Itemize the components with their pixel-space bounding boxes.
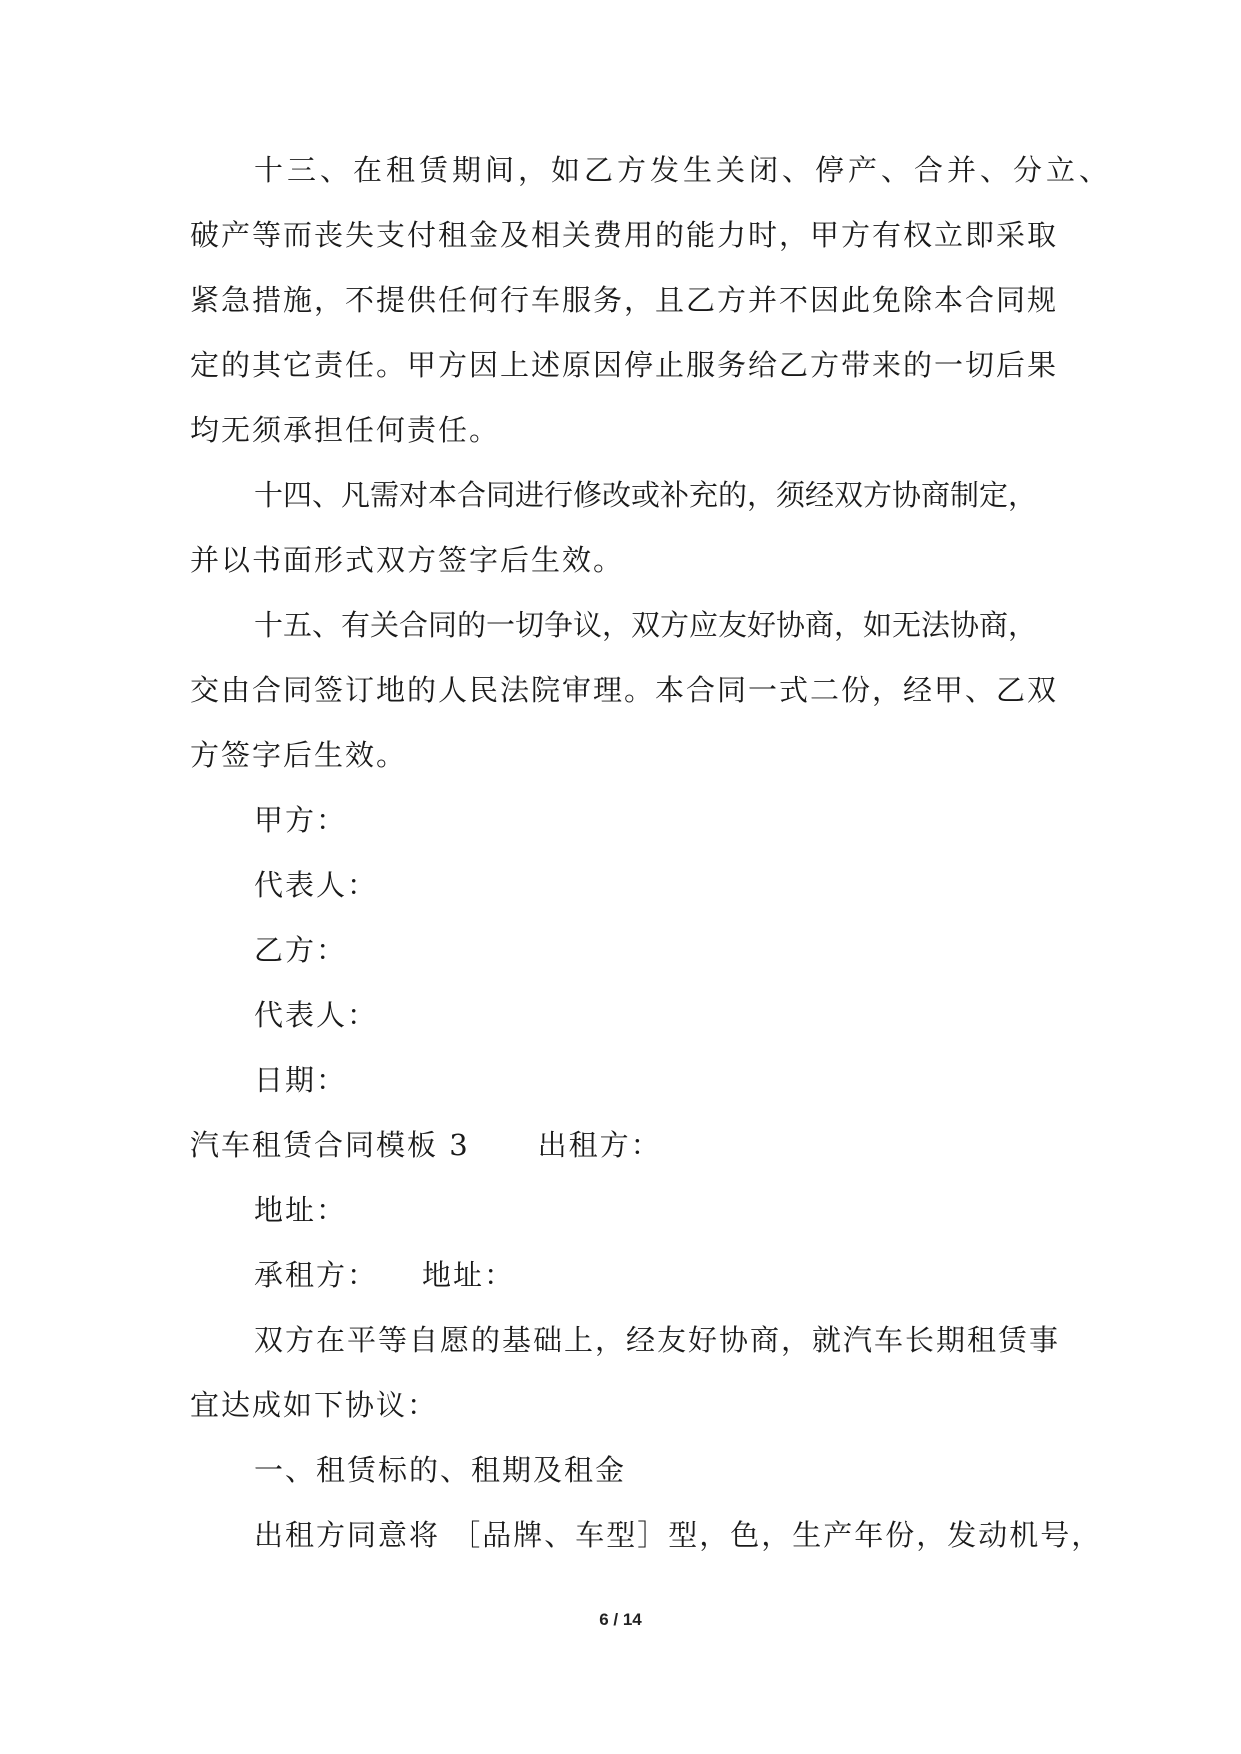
date-label: 日期：	[254, 1063, 348, 1097]
lessor-address-label: 地址：	[254, 1193, 348, 1227]
section-1-line-1: 出租方同意将 ［品牌、车型］型，色，生产年份，发动机号，	[254, 1518, 1103, 1552]
clause-15-line-3: 方签字后生效。	[190, 738, 408, 772]
clause-13-line-5: 均无须承担任何责任。	[190, 413, 501, 447]
party-a-representative-label: 代表人：	[254, 868, 379, 902]
lessee-row	[254, 1255, 515, 1295]
lessor-label: 出租方：	[537, 1128, 662, 1162]
clause-13-line-3: 紧急措施，不提供任何行车服务，且乙方并不因此免除本合同规	[190, 283, 1059, 317]
clause-13-line-2: 破产等而丧失支付租金及相关费用的能力时，甲方有权立即采取	[190, 218, 1059, 252]
clause-13-line-4: 定的其它责任。甲方因上述原因停止服务给乙方带来的一切后果	[190, 348, 1059, 382]
clause-14-line-2: 并以书面形式双方签字后生效。	[190, 543, 625, 577]
clause-15-line-2: 交由合同签订地的人民法院审理。本合同一式二份，经甲、乙双	[190, 673, 1059, 707]
lessee-label: 承租方：	[254, 1258, 379, 1292]
lessee-address-label: 地址：	[422, 1258, 516, 1292]
clause-14-line-1: 十四、凡需对本合同进行修改或补充的，须经双方协商制定，	[254, 478, 1038, 512]
party-a-label: 甲方：	[254, 803, 348, 837]
section-1-heading: 一、租赁标的、租期及租金	[254, 1453, 627, 1487]
clause-15-line-1: 十五、有关合同的一切争议，双方应友好协商，如无法协商，	[254, 608, 1038, 642]
agreement-intro-line-1: 双方在平等自愿的基础上，经友好协商，就汽车长期租赁事	[254, 1323, 1061, 1357]
party-b-representative-label: 代表人：	[254, 998, 379, 1032]
template-title: 汽车租赁合同模板 3	[190, 1128, 470, 1162]
page-number: 6 / 14	[599, 1610, 642, 1629]
clause-13-line-1: 十三、在租赁期间，如乙方发生关闭、停产、合并、分立、	[254, 153, 1113, 187]
agreement-intro-line-2: 宜达成如下协议：	[190, 1388, 439, 1422]
template-heading-row	[190, 1125, 662, 1165]
party-b-label: 乙方：	[254, 933, 348, 967]
